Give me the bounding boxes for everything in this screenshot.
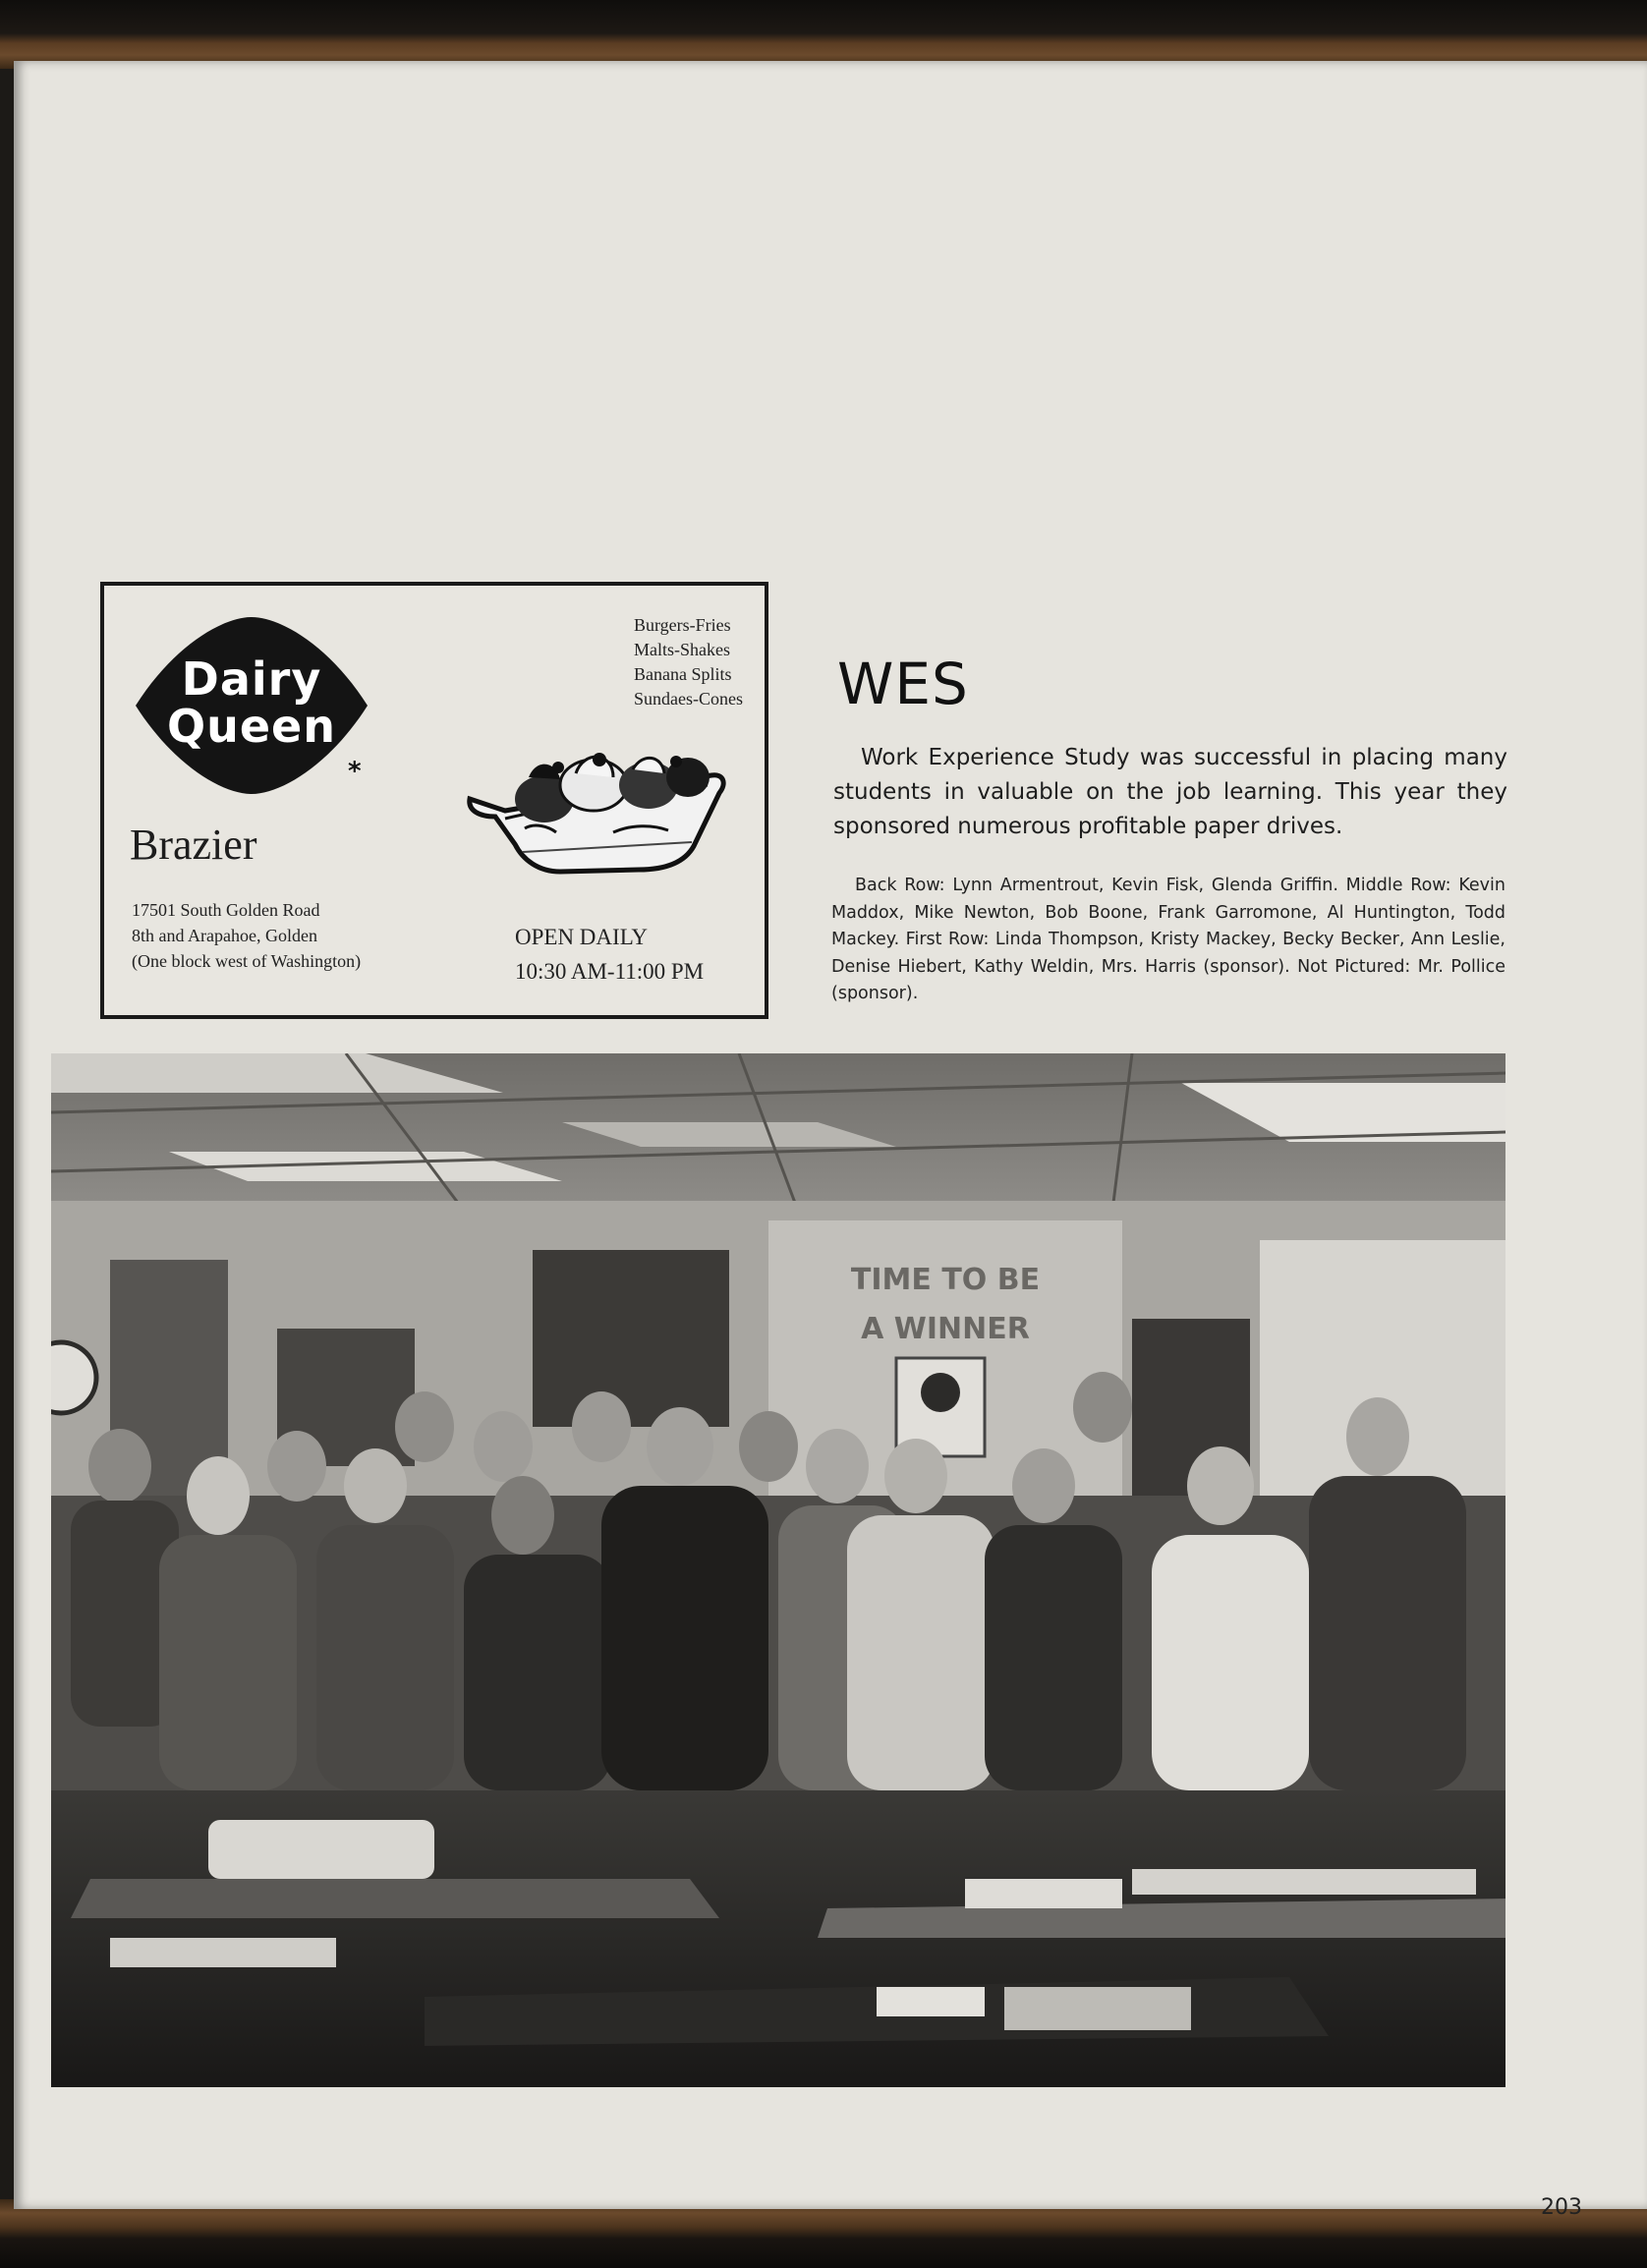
menu-item: Banana Splits	[634, 664, 732, 684]
address-line: 17501 South Golden Road	[132, 900, 320, 920]
brazier-label: Brazier	[130, 821, 257, 869]
page-number: 203	[1541, 2195, 1582, 2220]
hours-block	[515, 920, 704, 989]
logo-text-dairy: Dairy	[181, 652, 322, 706]
classroom-photo-illustration	[51, 1053, 1505, 2087]
menu-item: Burgers-Fries	[634, 615, 731, 635]
address-line: 8th and Arapahoe, Golden	[132, 926, 317, 945]
logo-trademark-mark: *	[348, 757, 362, 786]
yearbook-page	[14, 61, 1647, 2220]
menu-item: Sundaes-Cones	[634, 689, 743, 709]
article-lead: Work Experience Study was successful in placing many students in valuable on the job learning. This year they sponsored numerous profitable paper drives.	[833, 745, 1507, 839]
hours-text: 10:30 AM-11:00 PM	[515, 959, 705, 984]
banana-split-icon	[466, 738, 731, 876]
dairy-queen-ad	[100, 582, 768, 1019]
hours-title: OPEN DAILY	[515, 925, 649, 949]
banner-text-line2: A WINNER	[861, 1312, 1030, 1346]
banner-text-line1: TIME TO BE	[850, 1263, 1041, 1297]
group-photo	[51, 1053, 1505, 2087]
address-block	[132, 897, 361, 974]
photo-caption: Back Row: Lynn Armentrout, Kevin Fisk, Glenda Griffin. Middle Row: Kevin Maddox, Mike Newton, Bob Boone, Frank Garromone, Al Huntington, Todd Mackey. First Row: Linda Thompson, Kristy Mackey, Becky Becker, Ann Leslie, Denise Hiebert, Kathy Weldin, Mrs. Harris (sponsor). Not Pictured: Mr. Pollice (sponsor).	[831, 876, 1505, 1003]
menu-list	[634, 613, 743, 711]
menu-item: Malts-Shakes	[634, 640, 730, 659]
book-binding-bottom	[0, 2199, 1647, 2268]
logo-text-queen: Queen	[167, 700, 336, 753]
address-line: (One block west of Washington)	[132, 951, 362, 971]
book-binding-top	[0, 0, 1647, 69]
article-headline: WES	[837, 651, 969, 717]
dairy-queen-logo	[134, 617, 369, 804]
